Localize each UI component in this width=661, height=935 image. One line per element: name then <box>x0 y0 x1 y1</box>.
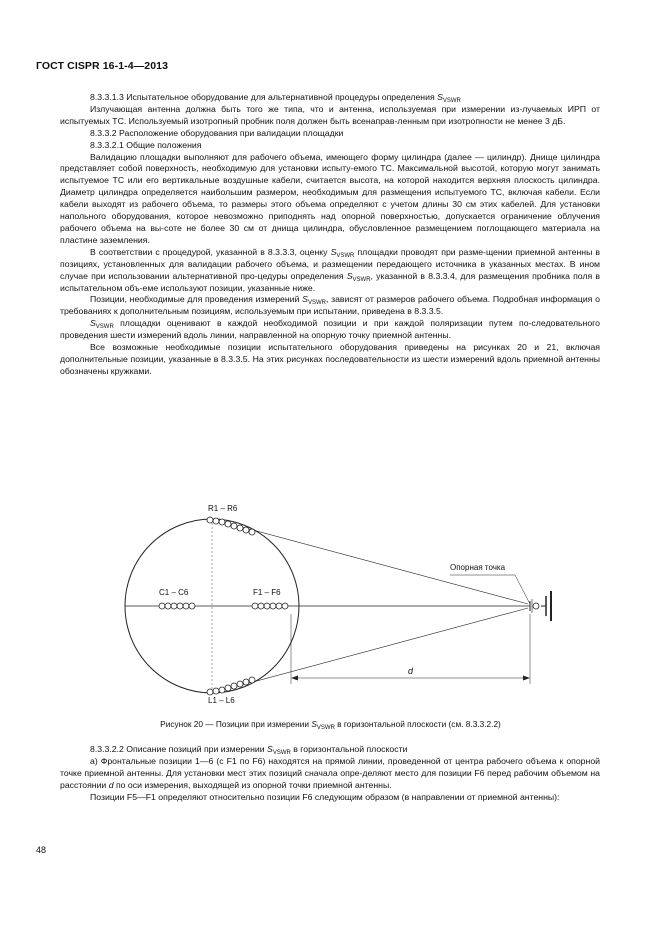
s-subscript: VSWR <box>336 252 355 259</box>
page-number: 48 <box>36 845 47 855</box>
text-span: площадки проводят при разме-щении приемной антенны в позициях, установленных для валидации рабочего объема, и размещении передающего источника в указанных местах. В ином случае при использовании альтернативной про-цедуры определения <box>60 246 600 281</box>
label-reference-point: Опорная точка <box>450 563 506 572</box>
paragraph <box>60 247 600 295</box>
s-subscript: VSWR <box>272 750 291 756</box>
text-span: 8.3.3.1.3 Испытательное оборудование для альтернативной процедуры определения <box>90 92 438 102</box>
s-symbol: S <box>330 246 337 257</box>
reference-leader <box>450 575 530 604</box>
text-span: а) Фронтальные позиции 1—6 (с F1 по F6) находятся на прямой линии, проведенной от центра рабочего объема к опорной точке приемной антенны. Для установки мест этих позиций сначала опре-деляют место для позиции F6 перед рабочим объемом на расстоянии <box>60 755 600 790</box>
paragraph: Валидацию площадки выполняют для рабочего объема, имеющего форму цилиндра (далее — цилиндр). Днище цилиндра представляет собой поверхность, необходимую для установки испыту-емого ТС. Максимальной высотой, которую могут занимать испытуемое ТС или его вертикальные воздушные кабели, считается высота, на которой находится верхняя плоскость цилиндра. Диаметр цилиндра определяется наибольшим размером, необходимым для размещения испытуемого ТС, включая кабели. Если кабели выходят из рабочего объема, то размеры этого объема определяют с учетом длины 30 см этих кабелей. Для установки напольного оборудования, которое невозможно приподнять над опорной поверхностью, допускается ограничение облучения рабочего объема на вы-соте не более 30 см от днища цилиндра, обусловленное размещением поглощающего материала на пластине заземления. <box>60 151 600 245</box>
text-span: В соответствии с процедурой, указанной в 8.3.3.3, оценку <box>90 246 331 257</box>
reference-point-marker <box>533 603 539 609</box>
figure-20-drawing <box>110 506 560 712</box>
s-symbol: S <box>437 92 443 102</box>
position-r-extra <box>249 529 255 535</box>
figure-20 <box>110 506 560 712</box>
text-span: площадки оценивают в каждой необходимой позиции и при каждой поляризации путем по-следовательного проведения шести измерений вдоль линии, направленной на опорную точку приемной антенны. <box>60 318 600 341</box>
label-r1-r6: R1 – R6 <box>208 504 238 513</box>
f-positions <box>252 603 288 609</box>
lower-tangent-line <box>212 608 528 693</box>
label-l1-l6: L1 – L6 <box>208 696 235 705</box>
position-r4 <box>225 521 231 527</box>
paragraph: Позиции F5—F1 определяют относительно позиции F6 следующим образом (в направлении от приемной антенны): <box>90 791 560 802</box>
position-c2 <box>165 603 171 609</box>
position-f2 <box>258 603 264 609</box>
position-c5 <box>183 603 189 609</box>
position-r5 <box>231 523 237 529</box>
l-positions <box>207 677 255 695</box>
paragraph-frontal-positions <box>60 756 600 792</box>
s-symbol: S <box>90 318 96 329</box>
paragraph: Все возможные необходимые позиции испытательного оборудования приведены на рисунках 20 и 21, включая дополнительные позиции, указанные в 8.3.3.5. На этих рисунках последовательности из шести измерений вдоль приемной антенны обозначены кружками. <box>60 342 600 376</box>
s-subscript: VSWR <box>442 98 461 104</box>
section-a <box>60 92 600 378</box>
s-symbol: S <box>346 270 353 281</box>
position-l6 <box>237 681 243 687</box>
heading-8-3-3-2-1: 8.3.3.2.1 Общие положения <box>90 139 202 150</box>
position-f5 <box>276 603 282 609</box>
text-span: 8.3.3.2.2 Описание позиций при измерении <box>90 744 268 754</box>
position-r3 <box>219 519 225 525</box>
figure-20-caption <box>0 719 661 729</box>
text-span: Позиции, необходимые для проведения измерений <box>90 294 303 305</box>
position-c1 <box>159 603 165 609</box>
position-f1 <box>252 603 258 609</box>
position-l4 <box>225 685 231 691</box>
position-r6 <box>237 525 243 531</box>
text-span: , зависят от размеров рабочего объема. Подробная информация о требованиях к дополнительным позициям, используемым при испытании, приведена в 8.3.3.5. <box>60 294 600 317</box>
position-c6 <box>189 603 195 609</box>
position-l1 <box>207 689 213 695</box>
paragraph: Излучающая антенна должна быть того же типа, что и антенна, используемая при измерении из-лучаемых ИРП от испытуемых ТС. Используемый изотропный пробник поля должен быть всенаправ-ленным при изотропности не менее 3 дБ. <box>60 103 600 126</box>
text-span: в горизонтальной плоскости <box>290 744 408 754</box>
position-r2 <box>213 518 219 524</box>
position-r1 <box>207 517 213 523</box>
r-positions <box>207 517 255 535</box>
dimension-arrow-right <box>523 676 530 681</box>
paragraph <box>60 294 600 318</box>
c-positions <box>159 603 195 609</box>
position-r-extra <box>243 527 249 533</box>
label-c1-c6: C1 – C6 <box>159 588 189 597</box>
text-span: , указанной в 8.3.3.4, для размещения пробника поля в испытательном объ-еме используют позиции, указанные ниже. <box>60 270 600 293</box>
position-c3 <box>171 603 177 609</box>
d-symbol: d <box>108 779 114 790</box>
position-f3 <box>264 603 270 609</box>
position-f4 <box>270 603 276 609</box>
s-subscript: VSWR <box>352 276 371 283</box>
s-symbol: S <box>311 719 317 729</box>
position-l-extra <box>243 679 249 685</box>
heading-8-3-3-2: 8.3.3.2 Расположение оборудования при валидации площадки <box>90 127 344 138</box>
section-b <box>60 744 600 804</box>
position-l5 <box>231 683 237 689</box>
document-header: ГОСТ CISPR 16-1-4—2013 <box>36 60 169 72</box>
position-c4 <box>177 603 183 609</box>
paragraph <box>60 318 600 342</box>
position-l2 <box>213 688 219 694</box>
text-span: по оси измерения, выходящей из опорной точки приемной антенны. <box>113 779 392 790</box>
s-subscript: VSWR <box>316 725 335 731</box>
s-subscript: VSWR <box>95 324 114 331</box>
label-f1-f6: F1 – F6 <box>253 588 281 597</box>
text-span: Рисунок 20 — Позиции при измерении <box>160 719 312 729</box>
paragraph-8-3-3-1-3 <box>60 92 600 104</box>
s-subscript: VSWR <box>307 300 326 307</box>
position-l3 <box>219 687 225 693</box>
receiving-antenna <box>530 591 551 621</box>
position-f6 <box>282 603 288 609</box>
label-distance-d: d <box>408 666 414 676</box>
s-symbol: S <box>267 744 273 754</box>
text-span: в горизонтальной плоскости (см. 8.3.3.2.2) <box>334 719 501 729</box>
position-l-extra <box>249 677 255 683</box>
dimension-arrow-left <box>291 676 298 681</box>
heading-8-3-3-2-2 <box>60 744 600 756</box>
s-symbol: S <box>302 294 308 305</box>
